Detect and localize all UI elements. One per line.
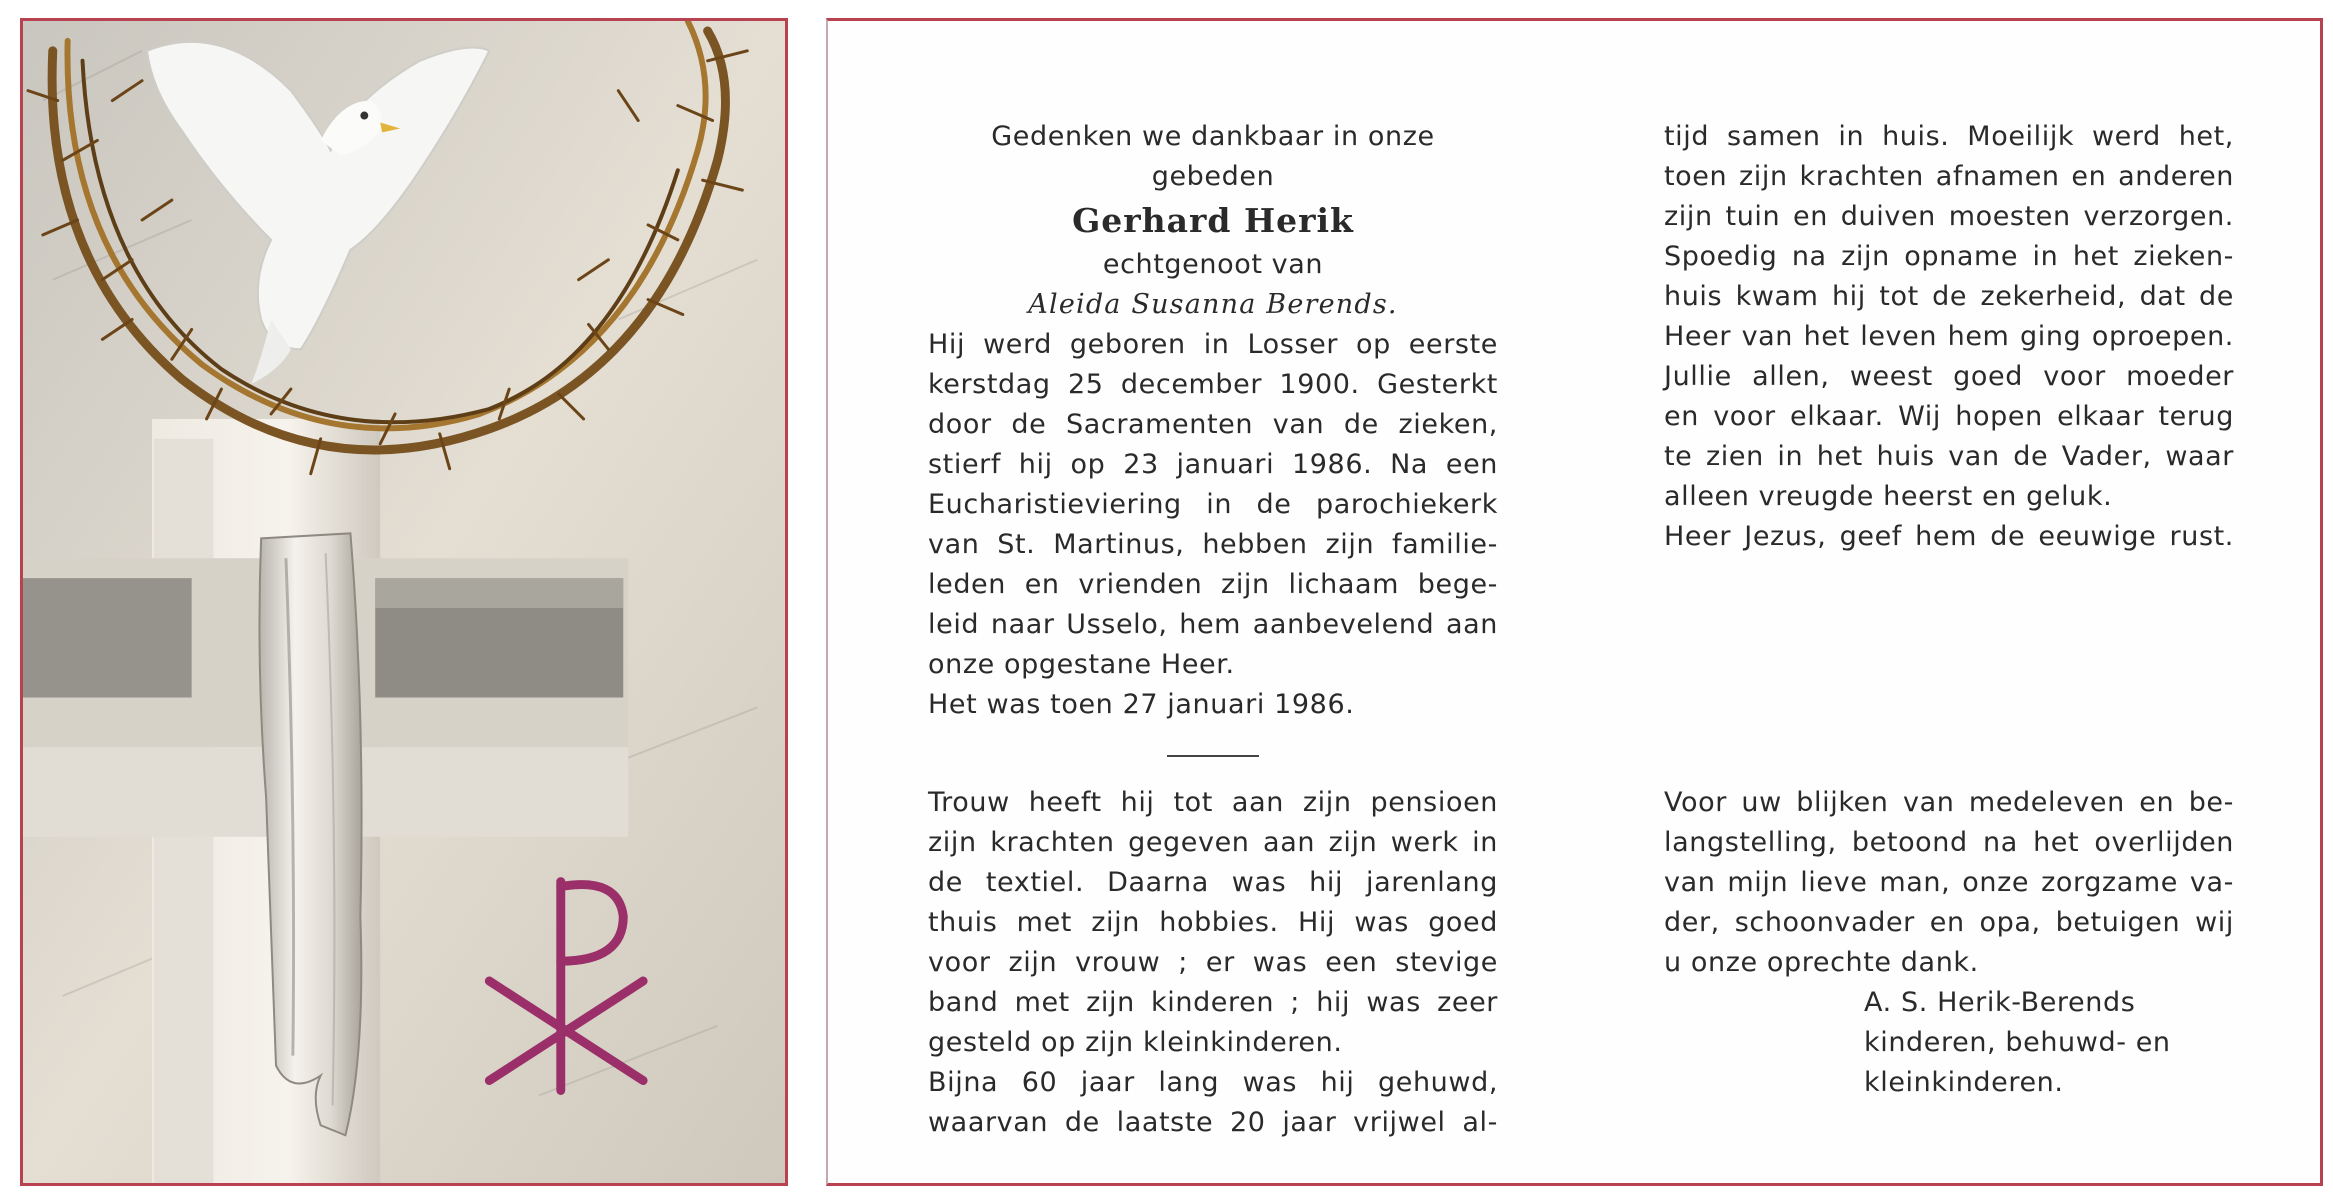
text-line: door de Sacramenten van de zieken, xyxy=(928,409,1498,440)
right-text-column xyxy=(1664,117,2234,1103)
text-line: waarvan de laatste 20 jaar vrijwel al- xyxy=(928,1107,1498,1138)
text-line: Hij werd geboren in Losser op eerste xyxy=(928,329,1498,360)
text-line: gesteld op zijn kleinkinderen. xyxy=(928,1027,1343,1058)
biography-paragraph-3 xyxy=(928,1063,1498,1143)
text-line: Jullie allen, weest goed voor moeder xyxy=(1664,361,2234,392)
text-line: kerstdag 25 december 1900. Gesterkt xyxy=(928,369,1498,400)
text-line: zijn tuin en duiven moesten verzorgen. xyxy=(1664,201,2234,232)
column-spacer xyxy=(1664,557,2234,783)
illustration-svg xyxy=(23,21,785,1183)
intro-line: Gedenken we dankbaar in onze gebeden xyxy=(991,121,1435,192)
text-line: de textiel. Daarna was hij jarenlang xyxy=(928,867,1498,898)
biography-paragraph-1 xyxy=(928,325,1498,685)
text-line: u onze oprechte dank. xyxy=(1664,947,1979,978)
text-line: van St. Martinus, hebben zijn familie- xyxy=(928,529,1498,560)
text-line: tijd samen in huis. Moeilijk werd het, xyxy=(1664,121,2234,152)
text-line: Bijna 60 jaar lang was hij gehuwd, xyxy=(928,1067,1498,1098)
signature-line: kleinkinderen. xyxy=(1864,1067,2064,1098)
right-paragraph-1 xyxy=(1664,117,2234,517)
text-line: Eucharistieviering in de parochiekerk xyxy=(928,489,1498,520)
prayer-line: Heer Jezus, geef hem de eeuwige rust. xyxy=(1664,521,2234,552)
section-divider xyxy=(1167,755,1259,757)
memorial-text-card xyxy=(826,18,2323,1186)
text-line: zijn krachten gegeven aan zijn werk in xyxy=(928,827,1498,858)
text-line: Voor uw blijken van medeleven en be- xyxy=(1664,787,2234,818)
spouse-label: echtgenoot van xyxy=(1102,249,1324,280)
text-line: en voor elkaar. Wij hopen elkaar terug xyxy=(1664,401,2234,432)
text-line: langstelling, betoond na het overlijden xyxy=(1664,827,2234,858)
text-line: alleen vreugde heerst en geluk. xyxy=(1664,481,2113,512)
memorial-illustration xyxy=(20,18,788,1186)
text-line: Trouw heeft hij tot aan zijn pensioen xyxy=(928,787,1498,818)
text-line: thuis met zijn hobbies. Hij was goed xyxy=(928,907,1498,938)
text-line: Spoedig na zijn opname in het zieken- xyxy=(1664,241,2234,272)
deceased-name: Gerhard Herik xyxy=(1072,201,1354,240)
text-line: toen zijn krachten afnamen en anderen xyxy=(1664,161,2234,192)
text-line: onze opgestane Heer. xyxy=(928,649,1235,680)
text-line: leid naar Usselo, hem aanbevelend aan xyxy=(928,609,1498,640)
thanks-paragraph xyxy=(1664,783,2234,983)
burial-date-line: Het was toen 27 januari 1986. xyxy=(928,689,1355,720)
biography-paragraph-2 xyxy=(928,783,1498,1063)
text-line: stierf hij op 23 januari 1986. Na een xyxy=(928,449,1498,480)
text-line: Heer van het leven hem ging oproepen. xyxy=(1664,321,2234,352)
text-line: van mijn lieve man, onze zorgzame va- xyxy=(1664,867,2234,898)
signature-line: kinderen, behuwd- en xyxy=(1864,1027,2171,1058)
signature-block xyxy=(1664,983,2234,1103)
text-line: te zien in het huis van de Vader, waar xyxy=(1664,441,2234,472)
left-text-column xyxy=(928,117,1498,1143)
shroud-cloth xyxy=(259,533,361,1135)
text-line: band met zijn kinderen ; hij was zeer xyxy=(928,987,1498,1018)
spouse-name: Aleida Susanna Berends. xyxy=(1028,289,1398,320)
text-line: voor zijn vrouw ; er was een stevige xyxy=(928,947,1498,978)
signature-line: A. S. Herik-Berends xyxy=(1864,987,2136,1018)
text-line: huis kwam hij tot de zekerheid, dat de xyxy=(1664,281,2234,312)
text-line: leden en vrienden zijn lichaam bege- xyxy=(928,569,1498,600)
text-line: der, schoonvader en opa, betuigen wij xyxy=(1664,907,2234,938)
